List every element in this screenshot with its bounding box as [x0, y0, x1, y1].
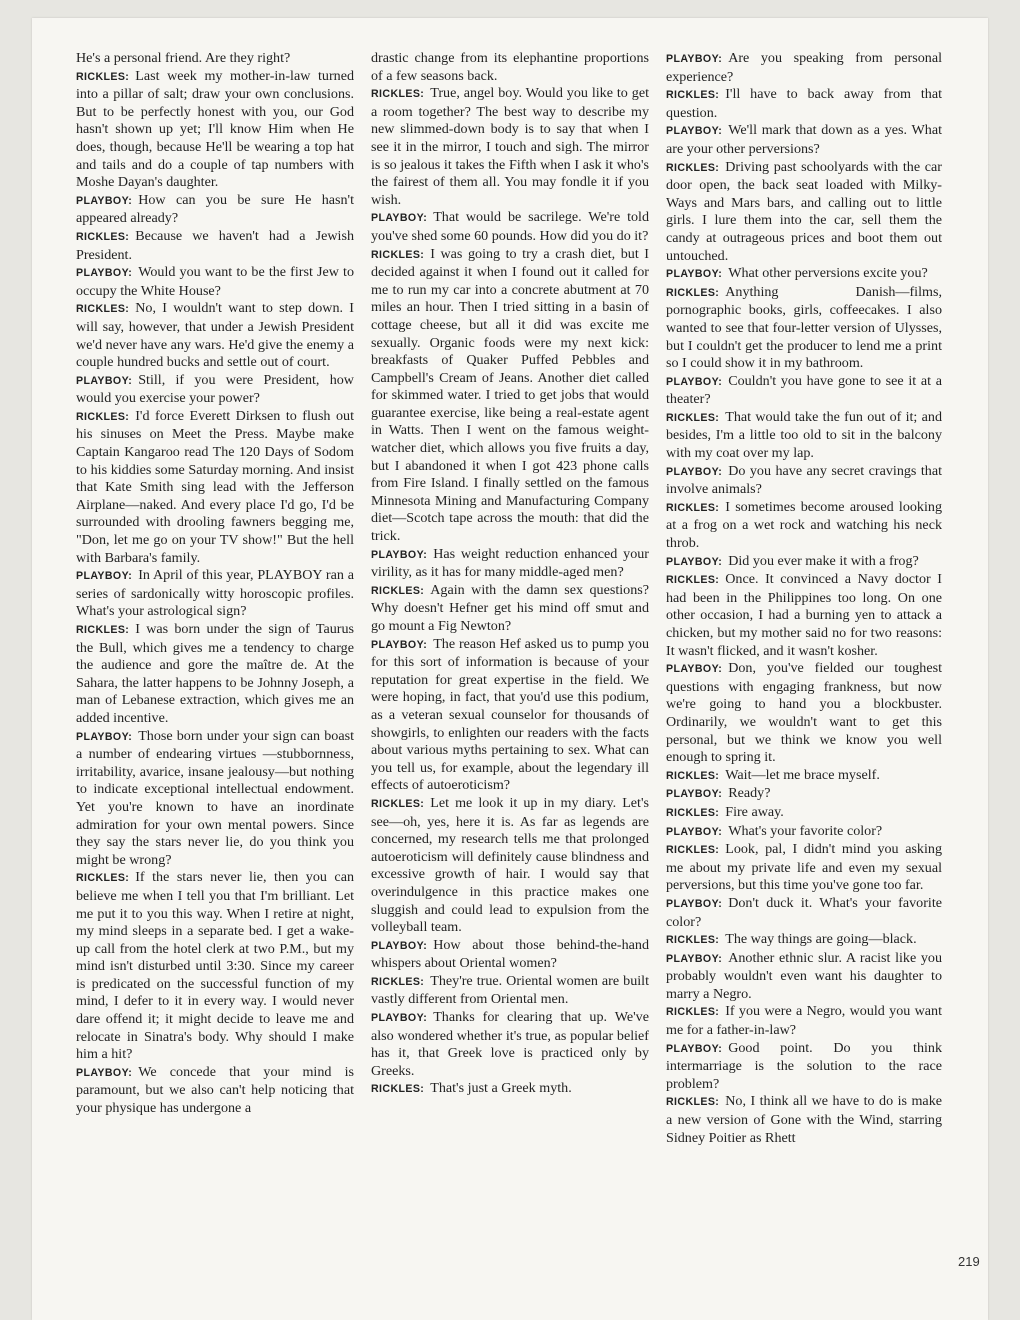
- interview-paragraph: [371, 582, 649, 636]
- speaker-label: RICKLES:: [666, 934, 720, 947]
- paragraph-text: I was born under the sign of Taurus the Bull, which gives me a tendency to charge the audience and gore the maître de. At the Sahara, the latter happens to be Johnny Joseph, a man of Lebanese extraction, which gives me an added incentive.: [76, 621, 354, 726]
- paragraph-text: Did you ever make it with a frog?: [728, 552, 919, 569]
- interview-paragraph: [666, 159, 942, 266]
- speaker-label: RICKLES:: [371, 248, 425, 261]
- page-number: 219: [958, 1254, 980, 1269]
- interview-paragraph: [76, 728, 354, 870]
- interview-paragraph: [666, 86, 942, 122]
- interview-paragraph: [666, 50, 942, 86]
- interview-paragraph: [371, 246, 649, 546]
- speaker-label: RICKLES:: [371, 797, 425, 810]
- speaker-label: PLAYBOY:: [76, 1066, 133, 1079]
- speaker-label: PLAYBOY:: [666, 375, 723, 388]
- speaker-label: PLAYBOY:: [666, 125, 723, 138]
- interview-paragraph: [371, 546, 649, 582]
- paragraph-text: Because we haven't had a Jewish President.: [76, 227, 354, 263]
- speaker-label: PLAYBOY:: [666, 788, 723, 801]
- paragraph-text: If you were a Negro, would you want me for a father-in-law?: [666, 1003, 942, 1039]
- speaker-label: PLAYBOY:: [371, 638, 428, 651]
- speaker-label: RICKLES:: [666, 574, 720, 587]
- paragraph-text: Do you have any secret cravings that involve animals?: [666, 462, 942, 498]
- speaker-label: RICKLES:: [371, 1083, 425, 1096]
- paragraph-text: Couldn't you have gone to see it at a theater?: [666, 372, 942, 408]
- paragraph-text: Would you want to be the first Jew to occupy the White House?: [76, 264, 354, 299]
- interview-paragraph: [76, 869, 354, 1064]
- interview-paragraph: [666, 463, 942, 499]
- interview-paragraph: [666, 660, 942, 767]
- interview-paragraph: [76, 372, 354, 408]
- speaker-label: RICKLES:: [76, 410, 130, 423]
- speaker-label: RICKLES:: [371, 88, 425, 101]
- interview-paragraph: [371, 795, 649, 937]
- speaker-label: RICKLES:: [371, 584, 425, 597]
- speaker-label: PLAYBOY:: [666, 555, 723, 568]
- paragraph-text: What's your favorite color?: [728, 822, 883, 839]
- speaker-label: PLAYBOY:: [666, 897, 723, 910]
- text-column-3: [666, 50, 942, 1147]
- paragraph-text: Once. It convinced a Navy doctor I had been in the Philippines too long. On one other occasion, I had a burning yen to attack a chicken, but my mother said no for two reasons: It wasn't flicked, and it wasn't kosher.: [666, 571, 942, 659]
- paragraph-text: Anything Danish—films, pornographic books, girls, coffeecakes. I also wanted to see that four-letter version of Ulysses, but I couldn't get the producer to lend me a print so I could show it in my bathroom.: [666, 283, 942, 372]
- paragraph-text: Last week my mother-in-law turned into a pillar of salt; draw your own conclusions. But to be perfectly honest with you, our God hasn't shown up yet; I'll know Him when He does, though, because He'll be wearing a top hat and tails and do a couple of tap numbers with Moshe Dayan's daughter.: [76, 67, 354, 191]
- speaker-label: RICKLES:: [666, 411, 720, 424]
- text-column-1: [76, 50, 354, 1118]
- paragraph-text: If the stars never lie, then you can believe me when I tell you that I'm brilliant. Let me put it to you this way. When I retire at night, my mind sleeps in a separate bed. I get a wake-up call from the hotel clerk at two P.M., but my mind isn't disturbed until 3:30. Since my career is predicated on the successful function of my mind, I defer to it in every way. I would never dare offend it; it might decide to leave me and relocate in Sinatra's body. Why should I make him a hit?: [76, 869, 354, 1063]
- speaker-label: PLAYBOY:: [371, 1012, 428, 1025]
- interview-paragraph: [371, 1009, 649, 1080]
- interview-paragraph: [666, 1093, 942, 1147]
- paragraph-text: I was going to try a crash diet, but I decided against it when I found out it called for me to run my car into a concrete abutment at 70 miles an hour. Then I tried sitting in a basin of cottage cheese, but all it did was excite me sexually. Organic foods were my next kick: breakfasts of Quaker Puffed Pebbles and Campbell's Cream of Jeans. Another diet called for skimmed water. I tried to get jobs that would guarantee exercise, like being a real-estate agent in Watts. Then I went on the famous weight-watcher diet, which allows you five fruits a day, but I abandoned it when I got 423 phone calls from Fire Island. I finally settled on the famous Minnesota Mining and Manufacturing Company diet—Scotch tape across the mouth: that did the trick.: [371, 245, 649, 545]
- speaker-label: PLAYBOY:: [371, 939, 428, 952]
- speaker-label: PLAYBOY:: [666, 663, 723, 676]
- paragraph-text: The reason Hef asked us to pump you for this sort of information is because of your reputation for great expertise in the field. We were hoping, in fact, that you'd use this podium, as a veteran sexual counselor for thousands of showgirls, to enlighten our readers with the facts about various myths pertaining to sex. What can you tell us, for example, about the legendary ill effects of autoeroticism?: [371, 635, 649, 794]
- interview-paragraph: [76, 567, 354, 621]
- speaker-label: RICKLES:: [76, 624, 130, 636]
- speaker-label: PLAYBOY:: [666, 465, 723, 478]
- speaker-label: RICKLES:: [76, 303, 130, 316]
- speaker-label: PLAYBOY:: [76, 730, 133, 743]
- interview-paragraph: [666, 373, 942, 409]
- interview-paragraph: [371, 636, 649, 795]
- paragraph-text: That would be sacrilege. We're told you've shed some 60 pounds. How did you do it?: [371, 209, 649, 244]
- interview-paragraph: [76, 192, 354, 228]
- interview-paragraph: [76, 68, 354, 192]
- interview-paragraph: [666, 931, 942, 950]
- paragraph-text: Good point. Do you think intermarriage is the solution to the race problem?: [666, 1039, 942, 1092]
- paragraph-text: How about those behind-the-hand whispers about Oriental women?: [371, 936, 649, 972]
- paragraph-text: Fire away.: [725, 803, 784, 820]
- interview-paragraph: [76, 621, 354, 728]
- interview-paragraph: [666, 122, 942, 158]
- magazine-page: [32, 18, 988, 1320]
- paragraph-text: Wait—let me brace myself.: [725, 766, 880, 783]
- paragraph-text: I'll have to back away from that question.: [666, 86, 942, 121]
- interview-paragraph: [666, 1003, 942, 1039]
- paragraph-text: Thanks for clearing that up. We've also wondered whether it's true, as popular belief has it, that Greek love is practiced only by Greeks.: [371, 1009, 649, 1079]
- paragraph-text: No, I think all we have to do is make a new version of Gone with the Wind, starring Sidney Poitier as Rhett: [666, 1093, 942, 1146]
- paragraph-text: Look, pal, I didn't mind you asking me about my private life and even my sexual perversions, but this time you've gone too far.: [666, 841, 942, 894]
- speaker-label: PLAYBOY:: [666, 825, 723, 838]
- paragraph-text: That would take the fun out of it; and besides, I'm a little too old to sit in the balcony with my coat over my lap.: [666, 408, 942, 462]
- interview-paragraph: [76, 1064, 354, 1118]
- interview-paragraph: [76, 300, 354, 371]
- speaker-label: PLAYBOY:: [371, 212, 428, 225]
- paragraph-text: Let me look it up in my diary. Let's see—oh, yes, here it is. As far as legends are concerned, my research tells me that prolonged autoeroticism will definitely cause blindness and excessive growth of hair. I would say that overindulgence in this practice makes one sluggish and could lead to expulsion from the volleyball team.: [371, 794, 649, 936]
- speaker-label: PLAYBOY:: [76, 374, 133, 387]
- interview-paragraph: [76, 50, 354, 68]
- speaker-label: PLAYBOY:: [76, 267, 133, 280]
- paragraph-text: Again with the damn sex questions? Why doesn't Hefner get his mind off smut and go mount a Fig Newton?: [371, 581, 649, 634]
- interview-paragraph: [666, 841, 942, 895]
- interview-paragraph: [371, 1080, 649, 1099]
- interview-paragraph: [666, 499, 942, 553]
- paragraph-text: Don, you've fielded our toughest questions with engaging frankness, but now we're going to hand you a blockbuster. Ordinarily, we wouldn't want to get this personal, but we think we know you well enough to spring it.: [666, 660, 942, 766]
- interview-paragraph: [371, 209, 649, 245]
- speaker-label: PLAYBOY:: [371, 548, 428, 561]
- paragraph-text: What other perversions excite you?: [728, 265, 928, 282]
- paragraph-text: Ready?: [728, 785, 771, 802]
- paragraph-text: That's just a Greek myth.: [430, 1080, 572, 1097]
- paragraph-text: drastic change from its elephantine proportions of a few seasons back.: [371, 50, 649, 84]
- interview-paragraph: [666, 767, 942, 786]
- speaker-label: RICKLES:: [371, 975, 425, 988]
- paragraph-text: I sometimes become aroused looking at a frog on a wet rock and watching his neck throb.: [666, 498, 942, 552]
- interview-paragraph: [371, 973, 649, 1009]
- speaker-label: RICKLES:: [666, 286, 720, 299]
- interview-paragraph: [666, 1040, 942, 1094]
- paragraph-text: Driving past schoolyards with the car door open, the back seat loaded with Milky-Ways and Mars bars, and calling out to little girls. I lure them into the car, sell them the candy at outrageous prices and boot them out untouched.: [666, 158, 942, 264]
- paragraph-text: The way things are going—black.: [725, 931, 917, 948]
- interview-paragraph: [666, 284, 942, 373]
- speaker-label: RICKLES:: [76, 70, 130, 83]
- interview-paragraph: [666, 265, 942, 284]
- speaker-label: RICKLES:: [666, 501, 720, 514]
- interview-paragraph: [666, 571, 942, 660]
- interview-paragraph: [76, 264, 354, 300]
- interview-paragraph: [666, 553, 942, 572]
- interview-paragraph: [666, 895, 942, 931]
- interview-paragraph: [371, 85, 649, 209]
- speaker-label: RICKLES:: [666, 769, 720, 782]
- paragraph-text: I'd force Everett Dirksen to flush out his sinuses on Meet the Press. Maybe make Captain Kangaroo read The 120 Days of Sodom to his kiddies some Saturday morning. And insist that Kate Smith sing lead with the Jefferson Airplane—naked. And every place I'd go, I'd be surrounded with drooling fawners begging me, "Don, let me go on your TV show!" But the hell with Barbara's family.: [76, 407, 354, 566]
- interview-paragraph: [76, 228, 354, 264]
- speaker-label: RICKLES:: [666, 89, 720, 102]
- paragraph-text: He's a personal friend. Are they right?: [76, 50, 291, 66]
- paragraph-text: True, angel boy. Would you like to get a room together? The best way to describe my new slimmed-down body is to say that when I see it in the mirror, I touch and sigh. The mirror is so jealous it takes the Fifth when I ask it who's the fairest of them all. You may fondle it if you wish.: [371, 85, 649, 208]
- speaker-label: RICKLES:: [666, 1006, 720, 1019]
- speaker-label: RICKLES:: [666, 844, 720, 857]
- paragraph-text: Still, if you were President, how would you exercise your power?: [76, 371, 354, 407]
- speaker-label: PLAYBOY:: [666, 53, 723, 65]
- speaker-label: RICKLES:: [76, 872, 130, 885]
- speaker-label: PLAYBOY:: [666, 952, 723, 965]
- paragraph-text: In April of this year, PLAYBOY ran a series of sardonically witty horoscopic profiles. What's your astrological sign?: [76, 567, 354, 620]
- paragraph-text: Another ethnic slur. A racist like you probably wouldn't even want his daughter to marry a Negro.: [666, 949, 942, 1002]
- speaker-label: RICKLES:: [666, 806, 720, 819]
- interview-paragraph: [76, 408, 354, 567]
- text-column-2: [371, 50, 649, 1099]
- speaker-label: RICKLES:: [666, 1096, 720, 1109]
- speaker-label: RICKLES:: [76, 230, 130, 243]
- interview-paragraph: [666, 804, 942, 823]
- speaker-label: PLAYBOY:: [666, 1042, 723, 1055]
- paragraph-text: No, I wouldn't want to step down. I will say, however, that under a Jewish President we'd never have any wars. He'd give the enemy a couple hundred bucks and settle out of court.: [76, 300, 354, 371]
- speaker-label: RICKLES:: [666, 161, 720, 174]
- speaker-label: PLAYBOY:: [76, 194, 133, 207]
- interview-paragraph: [666, 409, 942, 463]
- interview-paragraph: [371, 937, 649, 973]
- interview-paragraph: [666, 785, 942, 804]
- paragraph-text: Has weight reduction enhanced your virility, as it has for many middle-aged men?: [371, 545, 649, 581]
- interview-paragraph: [371, 50, 649, 85]
- paragraph-text: They're true. Oriental women are built vastly different from Oriental men.: [371, 972, 649, 1008]
- paragraph-text: Those born under your sign can boast a number of endearing virtues —stubbornness, irritability, avarice, insane jealousy—but nothing to indicate exceptional intellectual endowment. Yet you're known to have an inordinate admiration for your own mental powers. Since they say the stars never lie, do you think you might be wrong?: [76, 727, 354, 868]
- interview-paragraph: [666, 950, 942, 1004]
- speaker-label: PLAYBOY:: [666, 268, 723, 281]
- paragraph-text: Are you speaking from personal experience?: [666, 50, 942, 85]
- paragraph-text: We'll mark that down as a yes. What are your other perversions?: [666, 122, 942, 157]
- speaker-label: PLAYBOY:: [76, 570, 133, 583]
- paragraph-text: How can you be sure He hasn't appeared already?: [76, 191, 354, 227]
- paragraph-text: We concede that your mind is paramount, but we also can't help noticing that your physique has undergone a: [76, 1063, 354, 1117]
- interview-paragraph: [666, 823, 942, 842]
- paragraph-text: Don't duck it. What's your favorite color?: [666, 894, 942, 930]
